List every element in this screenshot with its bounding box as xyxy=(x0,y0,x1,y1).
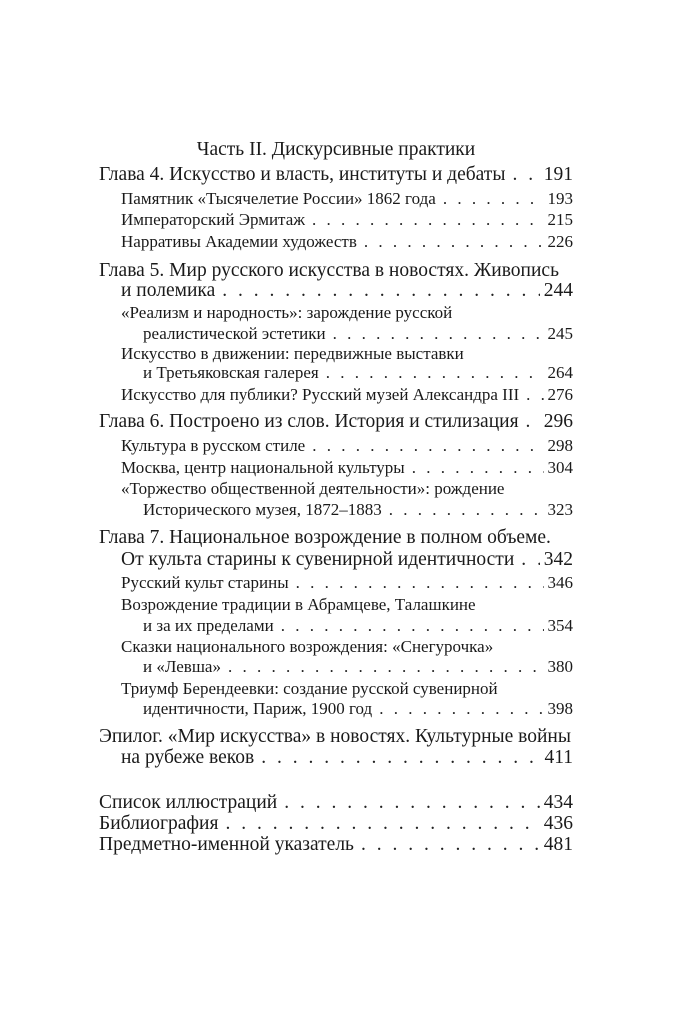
toc-page-number: 398 xyxy=(547,699,573,718)
dot-leader xyxy=(222,279,540,303)
toc-section-continued xyxy=(143,615,573,637)
toc-section xyxy=(121,572,573,594)
toc-entry-title: и «Левша» xyxy=(143,657,221,676)
dot-leader xyxy=(521,548,539,572)
toc-entry-title: Глава 7. Национальное возрождение в полном объеме. xyxy=(99,527,551,548)
toc-page-number: 244 xyxy=(543,280,573,301)
toc-section xyxy=(121,188,573,210)
toc-section xyxy=(121,384,573,406)
toc-entry-title: и полемика xyxy=(121,280,216,301)
toc-entry-title: Императорский Эрмитаж xyxy=(121,210,305,229)
toc-entry-title: «Реализм и народность»: зарождение русской xyxy=(121,303,453,322)
toc-entry-title: Глава 6. Построено из слов. История и стилизация xyxy=(99,411,519,432)
dot-leader xyxy=(326,362,544,384)
dot-leader xyxy=(261,746,540,770)
toc-chapter-4 xyxy=(99,163,573,187)
toc-page-number: 245 xyxy=(547,324,573,343)
dot-leader xyxy=(281,615,544,637)
toc-section-continued xyxy=(143,362,573,384)
toc-entry-title: Русский культ старины xyxy=(121,573,289,592)
toc-entry-title: Сказки национального возрождения: «Снегурочка» xyxy=(121,637,494,656)
toc-entry-title: Список иллюстраций xyxy=(99,792,278,813)
toc-entry-title: Нарративы Академии художеств xyxy=(121,232,357,251)
dot-leader xyxy=(333,323,544,345)
toc-entry-title: Искусство в движении: передвижные выставки xyxy=(121,344,464,363)
toc-chapter-6 xyxy=(99,410,573,434)
toc-section xyxy=(121,435,573,457)
toc-section-continued xyxy=(143,656,573,678)
dot-leader xyxy=(526,384,543,406)
toc-entry-title: Эпилог. «Мир искусства» в новостях. Культурные войны xyxy=(99,726,571,747)
toc-entry-title: на рубеже веков xyxy=(121,747,255,768)
toc-index xyxy=(99,833,573,857)
toc-entry-title: идентичности, Париж, 1900 год xyxy=(143,699,373,718)
toc-section xyxy=(121,678,573,700)
toc-chapter-7 xyxy=(99,526,573,550)
dot-leader xyxy=(379,698,543,720)
dot-leader xyxy=(228,656,544,678)
toc-entry-title: и Третьяковская галерея xyxy=(143,363,319,382)
toc-section xyxy=(121,302,573,324)
toc-section-continued xyxy=(143,698,573,720)
dot-leader xyxy=(312,435,543,457)
toc-entry-title: Библиография xyxy=(99,813,219,834)
toc-page-number: 354 xyxy=(547,616,573,635)
toc-section-continued xyxy=(143,499,573,521)
toc-section xyxy=(121,209,573,231)
toc-entry-title: Возрождение традиции в Абрамцеве, Талашкине xyxy=(121,595,476,614)
dot-leader xyxy=(312,209,544,231)
toc-section xyxy=(121,478,573,500)
toc-chapter-5-continued xyxy=(121,279,573,303)
toc-entry-title: От культа старины к сувенирной идентичности xyxy=(121,549,515,570)
toc-page-number: 296 xyxy=(543,411,573,432)
table-of-contents xyxy=(99,0,573,1036)
toc-page-number: 481 xyxy=(543,834,573,855)
toc-page-number: 304 xyxy=(547,458,573,477)
toc-entry-title: Предметно-именной указатель xyxy=(99,834,354,855)
dot-leader xyxy=(443,188,544,210)
part-title: Часть II. Дискурсивные практики xyxy=(196,139,476,160)
toc-section-continued xyxy=(143,323,573,345)
toc-page-number: 346 xyxy=(547,573,573,592)
toc-chapter-7-continued xyxy=(121,548,573,572)
toc-page-number: 434 xyxy=(543,792,573,813)
toc-page-number: 380 xyxy=(547,657,573,676)
dot-leader xyxy=(296,572,544,594)
toc-page-number: 226 xyxy=(547,232,573,251)
toc-entry-title: Исторического музея, 1872–1883 xyxy=(143,500,382,519)
toc-page-number: 411 xyxy=(544,747,573,768)
toc-entry-title: реалистической эстетики xyxy=(143,324,326,343)
toc-entry-title: Глава 4. Искусство и власть, институты и дебаты xyxy=(99,164,506,185)
toc-entry-title: Глава 5. Мир русского искусства в новостях. Живопись xyxy=(99,260,559,281)
toc-page-number: 342 xyxy=(543,549,573,570)
toc-section xyxy=(121,231,573,253)
toc-section xyxy=(121,457,573,479)
toc-entry-title: Москва, центр национальной культуры xyxy=(121,458,405,477)
toc-epilogue-continued xyxy=(121,746,573,770)
toc-page-number: 264 xyxy=(547,363,573,382)
dot-leader xyxy=(512,163,539,187)
toc-entry-title: и за их пределами xyxy=(143,616,274,635)
toc-page-number: 436 xyxy=(543,813,573,834)
dot-leader xyxy=(389,499,544,521)
toc-entry-title: «Торжество общественной деятельности»: рождение xyxy=(121,479,505,498)
dot-leader xyxy=(361,833,540,857)
toc-entry-title: Искусство для публики? Русский музей Александра III xyxy=(121,385,520,404)
toc-page-number: 298 xyxy=(547,436,573,455)
toc-entry-title: Триумф Берендеевки: создание русской сувенирной xyxy=(121,679,498,698)
dot-leader xyxy=(412,457,544,479)
toc-page-number: 215 xyxy=(547,210,573,229)
toc-page-number: 323 xyxy=(547,500,573,519)
toc-section xyxy=(121,594,573,616)
dot-leader xyxy=(364,231,544,253)
toc-page-number: 191 xyxy=(543,164,573,185)
toc-section xyxy=(121,636,573,658)
toc-page-number: 193 xyxy=(547,189,573,208)
toc-entry-title: Памятник «Тысячелетие России» 1862 года xyxy=(121,189,436,208)
dot-leader xyxy=(526,410,540,434)
toc-page-number: 276 xyxy=(547,385,573,404)
toc-entry-title: Культура в русском стиле xyxy=(121,436,306,455)
